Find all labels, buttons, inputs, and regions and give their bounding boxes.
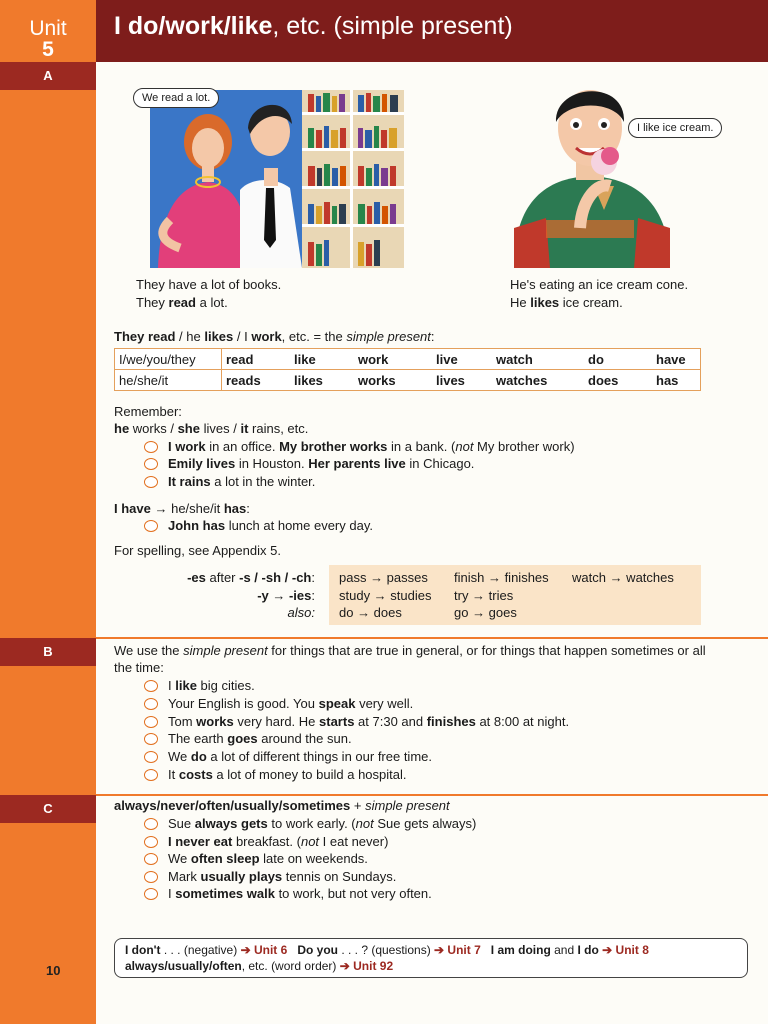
- speech-bubble-right: I like ice cream.: [628, 118, 722, 138]
- rule-t1: works /: [129, 421, 178, 436]
- unit-8-link[interactable]: ➔ Unit 8: [598, 943, 649, 957]
- intro-line: [114, 328, 435, 346]
- ex-bold: starts: [319, 714, 355, 729]
- example-line: [168, 473, 315, 491]
- ex-text: very well.: [355, 696, 414, 711]
- caption-right-line2-pre: He: [510, 295, 531, 310]
- title-rest: , etc. (simple present): [272, 12, 513, 40]
- table-row: [115, 349, 701, 370]
- ex-italic: not: [455, 439, 474, 454]
- unit-word: Unit: [29, 17, 67, 40]
- rule-t3: rains, etc.: [248, 421, 309, 436]
- example-line: [168, 885, 432, 903]
- ex-bold: I never eat: [168, 834, 233, 849]
- checkbox-bullet: [144, 733, 158, 745]
- caption-right-line1: He's eating an ice cream cone.: [510, 277, 689, 292]
- ex-text: Sue gets always): [373, 816, 477, 831]
- ex-bold: always gets: [194, 816, 268, 831]
- caption-left-line2-bold: read: [168, 295, 196, 310]
- example-line: [168, 455, 474, 473]
- have-b2: has: [223, 501, 247, 516]
- intro-b2: likes: [204, 329, 234, 344]
- spelling-note: For spelling, see Appendix 5.: [114, 543, 281, 558]
- ex-bold: goes: [227, 731, 258, 746]
- c-heading-b1: always/never/often/usually/sometimes: [114, 798, 351, 813]
- ex-text: a lot of different things in our free time.: [206, 749, 432, 764]
- checkbox-bullet: [144, 818, 158, 830]
- spelling-item: try → tries: [454, 588, 514, 603]
- rule-t2: lives /: [199, 421, 241, 436]
- ref-bold: Do you: [297, 943, 338, 957]
- example-line: [168, 815, 476, 833]
- ex-text: a lot of money to build a hospital.: [212, 767, 407, 782]
- ex-text: I: [168, 886, 176, 901]
- checkbox-bullet: [144, 853, 158, 865]
- ex-bold: do: [190, 749, 207, 764]
- verb-cell: live: [432, 349, 492, 370]
- example-line: [168, 713, 569, 731]
- ex-text: Sue: [168, 816, 195, 831]
- ex-text: Mark: [168, 869, 201, 884]
- ex-text: breakfast. (: [232, 834, 301, 849]
- verb-cell: has: [652, 370, 701, 391]
- ex-bold: works: [196, 714, 234, 729]
- spelling-item: watch → watches: [572, 570, 674, 585]
- example-line: [168, 730, 352, 748]
- b-intro-t2: for things that are true in general, or for things that happen sometimes or all: [267, 643, 706, 658]
- have-t1: → he/she/it: [150, 501, 224, 516]
- ex-bold: usually plays: [200, 869, 283, 884]
- title-bold: I do/work/like: [114, 12, 273, 40]
- sp-bold: -s / -sh / -ch: [239, 570, 312, 585]
- b-intro-i1: simple present: [183, 643, 268, 658]
- ref-text: . . . ? (questions): [337, 943, 435, 957]
- spelling-rule-also: also:: [287, 605, 315, 620]
- caption-right-line2: [510, 294, 688, 312]
- caption-left-line2-post: a lot.: [195, 295, 228, 310]
- intro-t2: / I: [233, 329, 252, 344]
- spelling-item: study → studies: [339, 588, 432, 603]
- section-b-intro: [114, 642, 706, 660]
- ex-bold: John has: [168, 518, 226, 533]
- verb-cell: like: [290, 349, 354, 370]
- verb-cell: do: [584, 349, 652, 370]
- remember-label: Remember:: [114, 404, 182, 419]
- ex-bold: often sleep: [190, 851, 260, 866]
- intro-b1: They read: [114, 329, 176, 344]
- unit-6-link[interactable]: ➔ Unit 6: [240, 943, 288, 957]
- intro-i1: simple present: [346, 329, 431, 344]
- example-line: [168, 695, 413, 713]
- page-title: [114, 12, 513, 41]
- example-line: [168, 748, 432, 766]
- checkbox-bullet: [144, 520, 158, 532]
- checkbox-bullet: [144, 476, 158, 488]
- section-b-intro-2: the time:: [114, 660, 164, 675]
- b-intro-t1: We use the: [114, 643, 184, 658]
- ex-text: Your English is good. You: [168, 696, 319, 711]
- sidebar: [0, 0, 96, 1024]
- ex-text: in an office.: [205, 439, 280, 454]
- page-number: 10: [46, 963, 61, 978]
- sp-text: :: [311, 570, 315, 585]
- c-heading-t1: +: [350, 798, 366, 813]
- example-line: [168, 677, 255, 695]
- ex-text: We: [168, 749, 191, 764]
- ex-text: The earth: [168, 731, 228, 746]
- sp-bold: -y → -ies: [257, 588, 312, 603]
- ice-cream-boy-illustration: [510, 78, 675, 268]
- spelling-rule-ies: [257, 587, 315, 605]
- spelling-rule-es: [187, 569, 315, 587]
- verb-cell: lives: [432, 370, 492, 391]
- verb-cell: does: [584, 370, 652, 391]
- ex-text: big cities.: [196, 678, 255, 693]
- have-b1: I have: [114, 501, 151, 516]
- ex-text: Tom: [168, 714, 197, 729]
- speech-bubble-left: We read a lot.: [133, 88, 219, 108]
- ref-bold: I don't: [125, 943, 161, 957]
- section-b-label: B: [43, 644, 53, 659]
- unit-number: 5: [42, 38, 54, 61]
- have-rule: [114, 500, 250, 518]
- ex-bold: finishes: [426, 714, 476, 729]
- verb-cell: works: [354, 370, 432, 391]
- example-line: [168, 766, 407, 784]
- section-c-heading: [114, 797, 450, 815]
- example-line: [168, 517, 373, 535]
- checkbox-bullet: [144, 871, 158, 883]
- ex-text: a lot in the winter.: [210, 474, 316, 489]
- ex-bold: speak: [318, 696, 356, 711]
- ex-text: around the sun.: [257, 731, 352, 746]
- ex-text: at 8:00 at night.: [475, 714, 570, 729]
- intro-b3: work: [251, 329, 282, 344]
- cross-reference-line-1: [125, 943, 649, 957]
- have-t2: :: [246, 501, 250, 516]
- sp-bold: -es: [187, 570, 206, 585]
- example-line: [168, 833, 388, 851]
- verb-cell: watch: [492, 349, 584, 370]
- section-b-tab: [0, 638, 96, 666]
- checkbox-bullet: [144, 680, 158, 692]
- rule-b1: he: [114, 421, 130, 436]
- caption-left-line2-pre: They: [136, 295, 169, 310]
- ref-bold: I am doing: [490, 943, 551, 957]
- section-a-tab: [0, 62, 96, 90]
- ex-bold: Her parents live: [308, 456, 406, 471]
- checkbox-bullet: [144, 751, 158, 763]
- spelling-item: do → does: [339, 605, 402, 620]
- ex-bold: My brother works: [279, 439, 388, 454]
- ex-text: We: [168, 851, 191, 866]
- checkbox-bullet: [144, 441, 158, 453]
- caption-right-line2-post: ice cream.: [559, 295, 623, 310]
- spelling-item: go → goes: [454, 605, 517, 620]
- example-line: [168, 438, 575, 456]
- table-row: [115, 370, 701, 391]
- caption-right-line2-bold: likes: [530, 295, 560, 310]
- verb-cell: have: [652, 349, 701, 370]
- sp-text: :: [311, 588, 315, 603]
- verb-cell: likes: [290, 370, 354, 391]
- pronoun-cell: I/we/you/they: [115, 349, 222, 370]
- checkbox-bullet: [144, 716, 158, 728]
- ex-bold: like: [175, 678, 197, 693]
- intro-t3: , etc. = the: [281, 329, 347, 344]
- ex-text: to work, but not very often.: [274, 886, 432, 901]
- spelling-item: pass → passes: [339, 570, 428, 585]
- caption-left-line1: They have a lot of books.: [136, 277, 282, 292]
- verb-cell: watches: [492, 370, 584, 391]
- section-c-label: C: [43, 801, 53, 816]
- verb-cell: work: [354, 349, 432, 370]
- cross-reference-box: [114, 938, 748, 978]
- ex-text: in a bank. (: [387, 439, 456, 454]
- checkbox-bullet: [144, 458, 158, 470]
- remember-rule: [114, 420, 308, 438]
- example-line: [168, 868, 396, 886]
- intro-t1: / he: [175, 329, 205, 344]
- rule-b2: she: [177, 421, 200, 436]
- caption-right: [510, 276, 688, 312]
- ref-bold: I do: [577, 943, 599, 957]
- checkbox-bullet: [144, 698, 158, 710]
- example-line: [168, 850, 368, 868]
- unit-92-link[interactable]: ➔ Unit 92: [339, 959, 394, 973]
- intro-t4: :: [430, 329, 435, 344]
- ex-bold: It rains: [168, 474, 211, 489]
- spelling-item: finish → finishes: [454, 570, 549, 585]
- ex-text: in Chicago.: [405, 456, 475, 471]
- section-c-tab: [0, 795, 96, 823]
- ref-bold: always/usually/often: [125, 959, 242, 973]
- ex-text: I eat never): [319, 834, 389, 849]
- pronoun-cell: he/she/it: [115, 370, 222, 391]
- ex-text: lunch at home every day.: [225, 518, 373, 533]
- ex-text: tennis on Sundays.: [282, 869, 397, 884]
- ex-bold: sometimes walk: [175, 886, 275, 901]
- checkbox-bullet: [144, 836, 158, 848]
- ex-bold: costs: [178, 767, 213, 782]
- caption-left-line2: [136, 294, 281, 312]
- conjugation-table: [114, 348, 701, 391]
- section-a-label: A: [43, 68, 53, 83]
- ex-italic: not: [300, 834, 320, 849]
- ex-text: in Houston.: [235, 456, 309, 471]
- c-heading-i1: simple present: [365, 798, 450, 813]
- ex-text: I: [168, 678, 176, 693]
- ex-text: My brother work): [473, 439, 575, 454]
- verb-cell: reads: [222, 370, 291, 391]
- ex-italic: not: [355, 816, 374, 831]
- ex-bold: I work: [168, 439, 206, 454]
- ex-text: to work early. (: [267, 816, 356, 831]
- ref-text: , etc. (word order): [241, 959, 340, 973]
- ex-bold: Emily lives: [168, 456, 236, 471]
- ex-text: at 7:30 and: [354, 714, 427, 729]
- unit-label: [0, 0, 96, 62]
- checkbox-bullet: [144, 769, 158, 781]
- reading-couple-illustration: [150, 90, 404, 268]
- rule-b3: it: [240, 421, 249, 436]
- unit-7-link[interactable]: ➔ Unit 7: [434, 943, 481, 957]
- ref-text: and: [550, 943, 578, 957]
- section-b-divider: [96, 637, 768, 639]
- caption-left: [136, 276, 281, 312]
- ex-text: very hard. He: [233, 714, 320, 729]
- section-c-divider: [96, 794, 768, 796]
- verb-cell: read: [222, 349, 291, 370]
- checkbox-bullet: [144, 888, 158, 900]
- cross-reference-line-2: [125, 959, 393, 973]
- ex-text: late on weekends.: [259, 851, 368, 866]
- sp-text: after: [205, 570, 240, 585]
- ref-text: . . . (negative): [160, 943, 241, 957]
- ex-text: It: [168, 767, 179, 782]
